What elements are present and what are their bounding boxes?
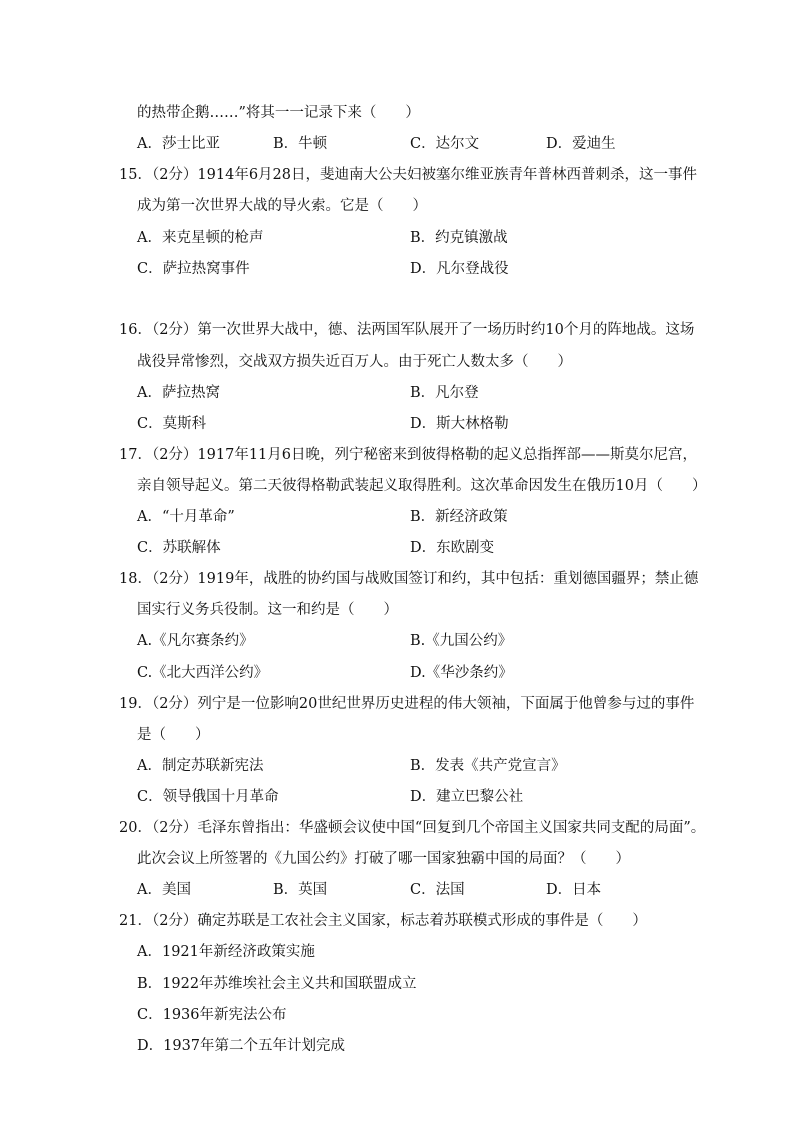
q17-option-d[interactable]: D．东欧剧变	[410, 540, 495, 556]
q15-option-d[interactable]: D．凡尔登战役	[410, 261, 509, 277]
q18-option-a[interactable]: A.《凡尔赛条约》	[137, 633, 254, 649]
q20-option-c[interactable]: C．法国	[410, 882, 465, 898]
q18-stem-line1: 18．（2分）1919年，战胜的协约国与战败国签订和约，其中包括：重划德国疆界；禁止德	[119, 571, 699, 587]
q18-option-c[interactable]: C.《北大西洋公约》	[137, 665, 269, 681]
q20-option-b[interactable]: B．英国	[273, 882, 328, 898]
q17-stem-line2: 亲自领导起义。第二天彼得格勒武装起义取得胜利。这次革命因发生在俄历10月（ ）	[137, 478, 707, 494]
q15-option-c[interactable]: C．萨拉热窝事件	[137, 261, 250, 277]
q16-option-b[interactable]: B．凡尔登	[410, 385, 479, 401]
q19-stem-line2: 是（ ）	[137, 727, 210, 743]
q16-option-a[interactable]: A．萨拉热窝	[137, 385, 220, 401]
q19-option-d[interactable]: D．建立巴黎公社	[410, 789, 524, 805]
q20-option-a[interactable]: A．美国	[137, 882, 191, 898]
q14-option-c[interactable]: C．达尔文	[410, 136, 480, 152]
q14-option-a[interactable]: A．莎士比亚	[137, 136, 220, 152]
q17-stem-line1: 17．（2分）1917年11月6日晚，列宁秘密来到彼得格勒的起义总指挥部——斯莫尔尼宫，	[119, 447, 698, 463]
q16-stem-line2: 战役异常惨烈，交战双方损失近百万人。由于死亡人数太多（ ）	[137, 354, 572, 370]
q19-option-a[interactable]: A．制定苏联新宪法	[137, 758, 264, 774]
q19-stem-line1: 19．（2分）列宁是一位影响20世纪世界历史进程的伟大领袖，下面属于他曾参与过的事件	[119, 696, 695, 712]
q15-stem-line2: 成为第一次世界大战的导火索。它是（ ）	[137, 198, 427, 214]
q20-option-d[interactable]: D．日本	[546, 882, 602, 898]
q17-option-b[interactable]: B．新经济政策	[410, 509, 508, 525]
q21-stem-line1: 21．（2分）确定苏联是工农社会主义国家，标志着苏联模式形成的事件是（ ）	[119, 913, 647, 929]
q19-option-b[interactable]: B．发表《共产党宣言》	[410, 758, 566, 774]
q15-option-a[interactable]: A．来克星顿的枪声	[137, 230, 264, 246]
q18-option-b[interactable]: B.《九国公约》	[410, 633, 513, 649]
q21-option-d[interactable]: D．1937年第二个五年计划完成	[137, 1038, 346, 1054]
q16-option-d[interactable]: D．斯大林格勒	[410, 416, 509, 432]
q19-option-c[interactable]: C．领导俄国十月革命	[137, 789, 279, 805]
q14-option-b[interactable]: B．牛顿	[273, 136, 328, 152]
q15-option-b[interactable]: B．约克镇激战	[410, 230, 508, 246]
q15-stem-line1: 15．（2分）1914年6月28日，斐迪南大公夫妇被塞尔维亚族青年普林西普刺杀，这一事件	[119, 167, 698, 183]
q16-stem-line1: 16．（2分）第一次世界大战中，德、法两国军队展开了一场历时约10个月的阵地战。这场	[119, 322, 695, 338]
q21-option-c[interactable]: C．1936年新宪法公布	[137, 1007, 287, 1023]
q18-option-d[interactable]: D.《华沙条约》	[410, 665, 513, 681]
q17-option-a[interactable]: A．“十月革命”	[137, 509, 235, 525]
q16-option-c[interactable]: C．莫斯科	[137, 416, 207, 432]
q20-stem-line1: 20．（2分）毛泽东曾指出：华盛顿会议使中国“回复到几个帝国主义国家共同支配的局面”。	[119, 820, 706, 836]
q14-option-d[interactable]: D．爱迪生	[546, 136, 616, 152]
q14-stem-cont: 的热带企鹅……”将其一一记录下来（ ）	[137, 105, 420, 121]
q20-stem-line2: 此次会议上所签署的《九国公约》打破了哪一国家独霸中国的局面？（ ）	[137, 851, 630, 867]
q17-option-c[interactable]: C．苏联解体	[137, 540, 221, 556]
q21-option-b[interactable]: B．1922年苏维埃社会主义共和国联盟成立	[137, 976, 417, 992]
q18-stem-line2: 国实行义务兵役制。这一和约是（ ）	[137, 602, 398, 618]
q21-option-a[interactable]: A．1921年新经济政策实施	[137, 944, 315, 960]
